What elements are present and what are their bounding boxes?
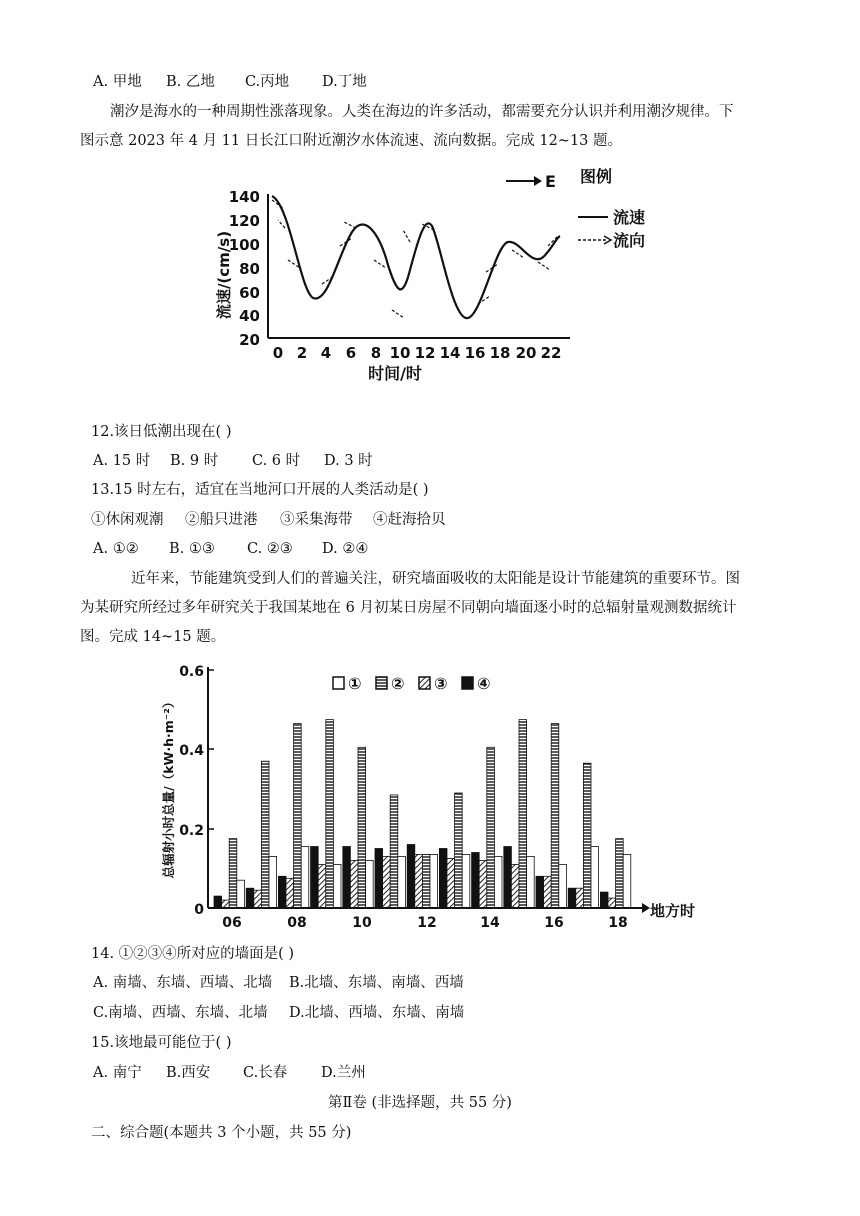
bar-series-2-hour-18	[616, 839, 624, 908]
tide-y-tick: 140	[228, 188, 260, 206]
q12-options	[93, 451, 373, 471]
direction-arrow	[322, 276, 334, 284]
rad-x-tick: 12	[417, 915, 437, 931]
tide-x-tick: 6	[345, 344, 357, 362]
bar-series-1-hour-15	[527, 856, 535, 908]
q14-option-c: C.南墙、西墙、东墙、北墙	[93, 1005, 268, 1021]
tide-chart	[0, 150, 860, 400]
q13-item-3: ③采集海带	[280, 512, 353, 528]
legend-east-label: E	[545, 172, 556, 191]
rad-y-tick: 0.6	[179, 664, 204, 680]
tide-y-tick: 80	[239, 260, 260, 278]
q15-stem: 15.该地最可能位于( )	[91, 1035, 232, 1051]
rad-y-label: 总辐射小时总量/（kW·h·m⁻²）	[161, 695, 176, 879]
tide-x-label: 时间/时	[368, 364, 422, 383]
intro1-line2: 图示意 2023 年 4 月 11 日长江口附近潮汐水体流速、流向数据。完成 12~13 题。	[80, 133, 622, 149]
bar-series-4-hour-13	[439, 849, 447, 909]
rad-y-tick: 0.2	[179, 823, 204, 839]
q13-option-c: C. ②③	[247, 541, 293, 557]
radiation-bar-chart	[0, 655, 860, 935]
q14-options-row1	[93, 973, 464, 993]
bar-series-1-hour-12	[430, 854, 438, 908]
bar-series-2-hour-10	[358, 747, 366, 908]
bar-series-3-hour-11	[383, 856, 391, 908]
legend-east-arrowhead	[534, 176, 542, 186]
intro2-line1: 近年来，节能建筑受到人们的普遍关注，研究墙面吸收的太阳能是设计节能建筑的重要环节。图	[131, 571, 740, 587]
q14-options-row2	[93, 1003, 464, 1023]
bar-series-4-hour-11	[375, 849, 383, 909]
q15-option-a: A. 南宁	[93, 1065, 142, 1081]
rad-x-tick: 08	[287, 915, 307, 931]
bar-series-4-hour-17	[568, 888, 576, 908]
tide-x-tick: 2	[296, 344, 308, 362]
q15-option-d: D.兰州	[321, 1065, 366, 1081]
bar-series-2-hour-16	[551, 724, 559, 909]
q12-option-d: D. 3 时	[324, 453, 373, 469]
q13-option-b: B. ①③	[169, 541, 215, 557]
legend-speed-label: 流速	[613, 208, 646, 227]
bar-series-2-hour-15	[519, 720, 527, 908]
rad-x-tick: 06	[222, 915, 242, 931]
bar-series-4-hour-09	[311, 847, 319, 909]
bar-series-2-hour-13	[455, 793, 463, 908]
tide-x-tick: 12	[414, 344, 436, 362]
tide-y-tick: 120	[228, 212, 260, 230]
bar-series-3-hour-15	[511, 864, 519, 908]
bar-series-1-hour-18	[623, 854, 631, 908]
legend-swatch-1	[333, 677, 344, 689]
tide-legend	[506, 167, 645, 250]
tide-y-ticks	[229, 188, 260, 349]
q15-option-b: B.西安	[166, 1065, 211, 1081]
rad-y-tick: 0.4	[179, 743, 204, 759]
q14-option-d: D.北墙、西墙、东墙、南墙	[289, 1005, 465, 1021]
bar-series-2-hour-06	[229, 839, 237, 908]
bar-series-2-hour-11	[390, 795, 398, 908]
q13-options	[93, 539, 368, 559]
q12-stem: 12.该日低潮出现在( )	[91, 424, 232, 440]
q11-option-a: A. 甲地	[93, 74, 142, 90]
bar-series-3-hour-09	[318, 864, 326, 908]
rad-legend	[333, 674, 491, 693]
q11-option-b: B. 乙地	[166, 74, 215, 90]
q11-option-c: C.丙地	[245, 74, 290, 90]
tide-x-tick: 0	[272, 344, 284, 362]
q12-option-c: C. 6 时	[252, 453, 301, 469]
q13-item-4: ④赶海拾贝	[373, 512, 446, 528]
q11-option-d: D.丁地	[322, 74, 367, 90]
bar-series-4-hour-08	[278, 876, 286, 908]
legend-label-2: ②	[391, 674, 405, 693]
q13-option-d: D. ②④	[322, 541, 369, 557]
bar-series-1-hour-17	[591, 847, 599, 909]
tide-x-ticks	[273, 344, 562, 362]
tide-x-tick: 20	[515, 344, 537, 362]
bar-series-3-hour-17	[576, 888, 584, 908]
tide-x-tick: 16	[464, 344, 486, 362]
bar-series-2-hour-09	[326, 720, 334, 908]
tide-y-tick: 100	[228, 236, 260, 254]
tide-y-label: 流速/(cm/s)	[215, 230, 233, 320]
rad-x-tick: 18	[608, 915, 628, 931]
bar-series-3-hour-10	[350, 860, 358, 908]
legend-label-3: ③	[434, 674, 448, 693]
direction-arrow	[344, 222, 356, 228]
bar-series-3-hour-07	[254, 890, 262, 908]
legend-swatch-4	[462, 677, 473, 689]
direction-arrow	[392, 310, 404, 318]
q13-item-2: ②船只进港	[185, 512, 258, 528]
direction-arrow	[538, 262, 550, 270]
tide-x-tick: 10	[389, 344, 411, 362]
bar-series-1-hour-13	[462, 854, 470, 908]
bar-series-2-hour-12	[422, 854, 430, 908]
direction-arrow	[278, 220, 285, 228]
tide-y-tick: 40	[239, 307, 260, 325]
bar-series-4-hour-15	[504, 847, 512, 909]
q12-option-b: B. 9 时	[170, 453, 219, 469]
tide-x-tick: 14	[439, 344, 461, 362]
bar-series-4-hour-07	[246, 888, 254, 908]
tide-direction-arrows	[272, 200, 558, 318]
rad-x-tick: 10	[352, 915, 372, 931]
bar-series-3-hour-08	[286, 878, 294, 908]
q13-stem: 13.15 时左右，适宜在当地河口开展的人类活动是( )	[91, 482, 429, 498]
bar-series-1-hour-09	[333, 864, 341, 908]
rad-y-tick: 0	[194, 902, 204, 918]
tide-x-tick: 18	[489, 344, 511, 362]
bar-series-3-hour-18	[608, 898, 616, 908]
legend-label-4: ④	[477, 674, 491, 693]
tide-x-tick: 4	[320, 344, 332, 362]
bar-series-2-hour-08	[294, 724, 302, 909]
bar-series-4-hour-10	[343, 847, 351, 909]
bar-series-2-hour-17	[583, 763, 591, 908]
bar-series-1-hour-06	[237, 880, 245, 908]
tide-x-tick: 8	[370, 344, 382, 362]
rad-x-tick: 14	[480, 915, 500, 931]
tide-y-tick: 20	[239, 331, 260, 349]
rad-x-axis-arrowhead	[642, 903, 650, 913]
bar-series-1-hour-08	[301, 847, 309, 909]
q13-items	[91, 510, 446, 530]
bar-series-1-hour-14	[494, 856, 502, 908]
tide-speed-curve	[272, 196, 560, 318]
bar-series-3-hour-16	[544, 876, 552, 908]
q14-option-b: B.北墙、东墙、南墙、西墙	[289, 975, 464, 991]
part2-title: 第Ⅱ卷 (非选择题，共 55 分)	[328, 1095, 512, 1111]
tide-x-tick: 22	[540, 344, 562, 362]
legend-label-1: ①	[348, 674, 362, 693]
q15-option-c: C.长春	[243, 1065, 288, 1081]
bar-series-1-hour-16	[559, 864, 567, 908]
intro2-line3: 图。完成 14~15 题。	[80, 629, 226, 645]
legend-swatch-3	[419, 677, 430, 689]
q15-options	[93, 1063, 366, 1083]
radiation-bars	[214, 720, 631, 909]
direction-arrow	[403, 230, 410, 242]
intro2-line2: 为某研究所经过多年研究关于我国某地在 6 月初某日房屋不同朝向墙面逐小时的总辐射量观测数据统计	[80, 600, 737, 616]
legend-direction-label: 流向	[613, 231, 646, 250]
bar-series-4-hour-14	[472, 853, 480, 909]
tide-y-tick: 60	[239, 284, 260, 302]
q14-stem: 14. ①②③④所对应的墙面是( )	[91, 946, 295, 962]
q13-item-1: ①休闲观潮	[91, 512, 164, 528]
rad-x-tick: 16	[544, 915, 564, 931]
direction-arrow	[374, 260, 386, 268]
bar-series-2-hour-14	[487, 747, 495, 908]
bar-series-1-hour-11	[398, 856, 406, 908]
rad-x-ticks	[222, 915, 627, 931]
legend-swatch-2	[376, 677, 387, 689]
legend-title: 图例	[580, 167, 613, 186]
part2-section-heading: 二、综合题(本题共 3 个小题，共 55 分)	[91, 1125, 352, 1141]
bar-series-3-hour-13	[447, 858, 455, 908]
bar-series-3-hour-14	[479, 860, 487, 908]
bar-series-3-hour-06	[222, 900, 230, 908]
bar-series-4-hour-16	[536, 876, 544, 908]
q14-option-a: A. 南墙、东墙、西墙、北墙	[93, 975, 273, 991]
rad-x-label: 地方时	[650, 902, 696, 920]
bar-series-4-hour-12	[407, 845, 415, 909]
q13-option-a: A. ①②	[93, 541, 139, 557]
bar-series-3-hour-12	[415, 854, 423, 908]
bar-series-1-hour-10	[366, 860, 374, 908]
q11-options	[93, 72, 367, 92]
intro1-line1: 潮汐是海水的一种周期性涨落现象。人类在海边的许多活动，都需要充分认识并利用潮汐规律。下	[110, 104, 734, 120]
bar-series-1-hour-07	[269, 856, 277, 908]
direction-arrow	[512, 250, 524, 258]
bar-series-4-hour-18	[600, 892, 608, 908]
bar-series-4-hour-06	[214, 896, 222, 908]
q12-option-a: A. 15 时	[93, 453, 151, 469]
bar-series-2-hour-07	[261, 761, 269, 908]
